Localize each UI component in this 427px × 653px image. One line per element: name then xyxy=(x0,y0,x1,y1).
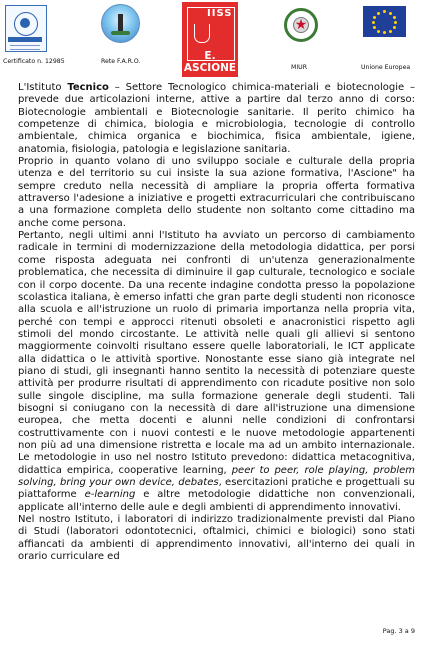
school-logo-name: E. ASCIONE xyxy=(183,50,237,74)
p3-italic-methods: peer to peer, role playing, problem solving, bring your own device, debates xyxy=(18,464,415,488)
p3-text-b: , esercitazioni pratiche e progettuali su piattaforme xyxy=(18,477,415,501)
document-body xyxy=(18,82,415,563)
paragraph-offerta-formativa: Proprio in quanto volano di uno sviluppo sociale e culturale della propria utenza e del territorio su cui insiste la sua azione formativa, l'Ascione" ha sempre creduto nella necessità di ampliare la propria offerta formativa attraverso l'adesione a iniziative e progetti extracurriculari che contribuiscano a una formazione completa dello studente non soltanto come cittadino ma anche come persona. xyxy=(18,156,415,229)
page-number: Pag. 3 a 9 xyxy=(382,627,415,635)
paragraph-laboratori: Nel nostro Istituto, i laboratori di indirizzo tradizionalmente previsti dal Piano di Studi (laboratori odontotecnici, oftalmici, chimici e biologici) sono stati affiancati da ambienti di apprendimento innovativi, all'interno dei quali in orario curriculare ed xyxy=(18,514,415,563)
rete-faro-logo xyxy=(101,4,140,43)
paragraph-metodologia xyxy=(18,230,415,514)
p3-italic-elearning: e-learning xyxy=(84,489,136,501)
eu-caption: Unione Europea xyxy=(361,64,411,71)
p1-text-b: – Settore Tecnologico chimica-materiali e biotecnologie – prevede due articolazioni interne, attive a partire dal terzo anno di corso: Biotecnologie ambientali e Biotecnologie sanitarie. Il perito chimico ha competenze di chimica, biologia e microbiologia, tecnologie di controllo ambientale, chimica organica e biochimica, fisica ambientale, igiene, anatomia, fisiologia, patologia e legislazione sanitaria. xyxy=(18,82,415,155)
school-logo-iiss: IISS xyxy=(207,8,233,19)
p3-text-c: e altre metodologie didattiche non convenzionali, applicate all'interno delle aule e degli ambienti di apprendimento innovativi. xyxy=(18,489,415,513)
miur-caption: MIUR xyxy=(291,64,307,71)
p1-text-a: L'Istituto xyxy=(18,82,68,93)
p3-text-a: Pertanto, negli ultimi anni l'Istituto ha avviato un percorso di cambiamento radicale in termini di modernizzazione della metodologia didattica, per porsi come risposta adeguata nei confronti di un'utenza generazionalmente problematica, che necessita di diminuire il gap culturale, tecnologico e sociale con il corpo docente. Da una recente indagine condotta presso la popolazione scolastica italiana, è emerso infatti che gran parte degli studenti non riconosce alla scuola e all'istruzione un ruolo di primaria importanza nella propria vita, perché con tempi e approcci ritenuti obsoleti e anacronistici rispetto agli stimoli del mondo circostante. Le attività nelle quali gli allievi si sentono maggiormente coinvolti risultano essere quelle laboratoriali, le ICT applicate alla didattica o le attività sportive. Nonostante esse siano già integrate nel piano di studi, gli insegnanti hanno sentito la necessità di potenziare queste attività per produrre risultati di apprendimento con ricadute positive non solo sulle singole discipline, ma sulla formazione generale degli studenti. Tali bisogni si coniugano con la necessità di dare all'istruzione una dimensione europea, che metta docenti e alunni nelle condizioni di confrontarsi costruttivamente con i nuovi contesti e le nuove metodologie appartenenti non più ad una dimensione ristretta e locale ma ad un ambito internazionale. Le metodologie in uso nel nostro Istituto prevedono: didattica metacognitiva, didattica empirica, cooperative learning, xyxy=(18,230,416,476)
certiquality-logo xyxy=(5,5,47,52)
certificato-caption: Certificato n. 12985 xyxy=(3,58,65,65)
p1-bold-tecnico: Tecnico xyxy=(67,82,109,93)
eu-flag-icon xyxy=(363,6,406,37)
school-logo xyxy=(182,2,238,77)
italian-emblem-icon: ★ xyxy=(284,6,318,44)
page-header xyxy=(0,0,427,80)
rete-faro-caption: Rete F.A.R.O. xyxy=(101,58,141,65)
paragraph-istituto-tecnico xyxy=(18,82,415,156)
